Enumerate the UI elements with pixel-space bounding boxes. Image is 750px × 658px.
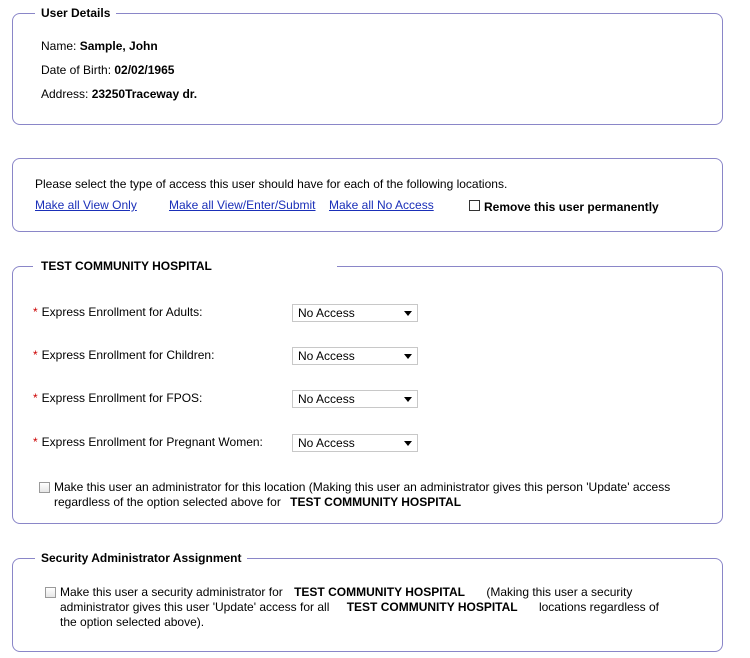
address-row (41, 86, 197, 102)
chevron-down-icon (404, 354, 412, 359)
security-admin-text-line3: the option selected above). (60, 615, 205, 629)
row-label-adults: * Express Enrollment for Adults: (33, 305, 203, 319)
location-admin-hospital: TEST COMMUNITY HOSPITAL (290, 495, 462, 509)
user-details-legend: User Details (35, 5, 116, 21)
name-value: Sample, John (79, 39, 158, 53)
security-admin-text-line2: administrator gives this user 'Update' access for all TEST COMMUNITY HOSPITAL locations regardless of (60, 600, 660, 614)
remove-user-checkbox[interactable] (469, 200, 480, 211)
make-all-view-enter-submit-link[interactable]: Make all View/Enter/Submit (169, 198, 316, 212)
security-admin-hospital-2: TEST COMMUNITY HOSPITAL (346, 600, 518, 614)
remove-user-label: Remove this user permanently (484, 200, 659, 214)
make-all-view-only-link[interactable]: Make all View Only (35, 198, 137, 212)
row-label-fpos: * Express Enrollment for FPOS: (33, 391, 203, 405)
address-value: 23250Traceway dr. (91, 87, 198, 101)
security-admin-hospital: TEST COMMUNITY HOSPITAL (294, 585, 465, 599)
dob-value: 02/02/1965 (114, 63, 175, 77)
location-panel (12, 259, 723, 524)
security-admin-panel (12, 551, 723, 652)
security-admin-checkbox[interactable] (45, 587, 56, 598)
access-select-fpos[interactable]: No Access (292, 390, 418, 408)
location-admin-text-line1: Make this user an administrator for this location (Making this user an administrator gives this person 'Update' access (54, 480, 671, 494)
access-select-pregnant-women[interactable]: No Access (292, 434, 418, 452)
make-all-no-access-link[interactable]: Make all No Access (329, 198, 434, 212)
name-label: Name: (41, 39, 77, 53)
chevron-down-icon (404, 441, 412, 446)
row-label-pregnant-women: * Express Enrollment for Pregnant Women: (33, 435, 263, 449)
access-select-children[interactable]: No Access (292, 347, 418, 365)
chevron-down-icon (404, 397, 412, 402)
access-panel (12, 158, 723, 232)
address-label: Address: (41, 87, 89, 101)
security-admin-text-line1: Make this user a security administrator for TEST COMMUNITY HOSPITAL (Making this user a security (60, 585, 633, 599)
location-admin-checkbox[interactable] (39, 482, 50, 493)
location-admin-text-line2: regardless of the option selected above for TEST COMMUNITY HOSPITAL (54, 495, 462, 509)
security-admin-legend: Security Administrator Assignment (35, 550, 247, 566)
location-legend: TEST COMMUNITY HOSPITAL (33, 258, 337, 274)
name-row (41, 38, 158, 54)
dob-label: Date of Birth: (41, 63, 112, 77)
dob-row (41, 62, 174, 78)
user-details-panel (12, 6, 723, 125)
row-label-children: * Express Enrollment for Children: (33, 348, 215, 362)
access-select-adults[interactable]: No Access (292, 304, 418, 322)
access-instructions: Please select the type of access this user should have for each of the following locations. (35, 177, 508, 191)
chevron-down-icon (404, 311, 412, 316)
